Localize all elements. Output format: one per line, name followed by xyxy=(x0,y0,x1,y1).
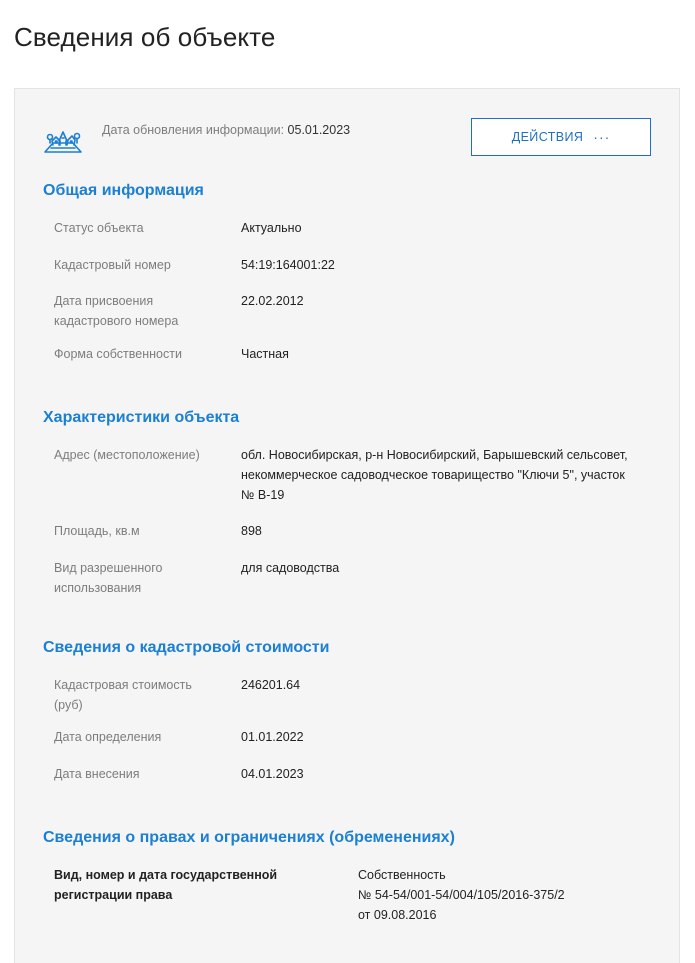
more-dots-icon: ··· xyxy=(593,129,611,145)
update-date-label: Дата обновления информации: xyxy=(102,123,285,137)
field-value-rights-registration xyxy=(358,865,668,925)
rights-registration-date: от 09.08.2016 xyxy=(358,908,437,922)
field-value-cadastral-number: 54:19:164001:22 xyxy=(241,258,335,272)
field-label-determination-date: Дата определения xyxy=(54,730,162,744)
field-label-cadastral-value: Кадастровая стоимость (руб) xyxy=(54,678,192,712)
page-title: Сведения об объекте xyxy=(14,22,276,52)
field-label-permitted-use: Вид разрешенного использования xyxy=(54,561,163,595)
field-value-area: 898 xyxy=(241,524,262,538)
field-value-entry-date: 04.01.2023 xyxy=(241,767,304,781)
field-value-cadastral-value: 246201.64 xyxy=(241,678,301,692)
field-value-ownership-form: Частная xyxy=(241,347,289,361)
field-label-assignment-date: Дата присвоения кадастрового номера xyxy=(54,294,179,328)
rights-registration-number: № 54-54/001-54/004/105/2016-375/2 xyxy=(358,888,565,902)
field-value-address: обл. Новосибирская, р-н Новосибирский, Барышевский сельсовет, некоммерческое садоводческое товарищество "Ключи 5", участок № В-19 xyxy=(241,448,628,502)
field-label-cadastral-number: Кадастровый номер xyxy=(54,258,171,272)
field-label-entry-date: Дата внесения xyxy=(54,767,140,781)
field-label-rights-registration: Вид, номер и дата государственной регистрации права xyxy=(54,868,278,902)
field-value-determination-date: 01.01.2022 xyxy=(241,730,304,744)
field-label-ownership-form: Форма собственности xyxy=(54,347,182,361)
field-label-area: Площадь, кв.м xyxy=(54,524,140,538)
actions-button[interactable] xyxy=(471,118,651,156)
field-value-status: Актуально xyxy=(241,221,302,235)
section-title-general: Общая информация xyxy=(43,182,204,199)
section-title-characteristics: Характеристики объекта xyxy=(43,409,240,426)
actions-button-label: ДЕЙСТВИЯ xyxy=(511,130,584,144)
section-title-cadastral-value: Сведения о кадастровой стоимости xyxy=(43,639,330,656)
field-label-status: Статус объекта xyxy=(54,221,144,235)
rights-type: Собственность xyxy=(358,868,446,882)
field-label-address: Адрес (местоположение) xyxy=(54,448,200,462)
update-date-line xyxy=(102,123,350,137)
field-value-permitted-use: для садоводства xyxy=(241,561,340,575)
land-plot-houses-icon xyxy=(43,121,83,155)
object-info-card xyxy=(14,88,680,963)
update-date-value: 05.01.2023 xyxy=(287,123,351,137)
section-title-rights: Сведения о правах и ограничениях (обременениях) xyxy=(43,829,455,846)
field-value-assignment-date: 22.02.2012 xyxy=(241,294,304,308)
